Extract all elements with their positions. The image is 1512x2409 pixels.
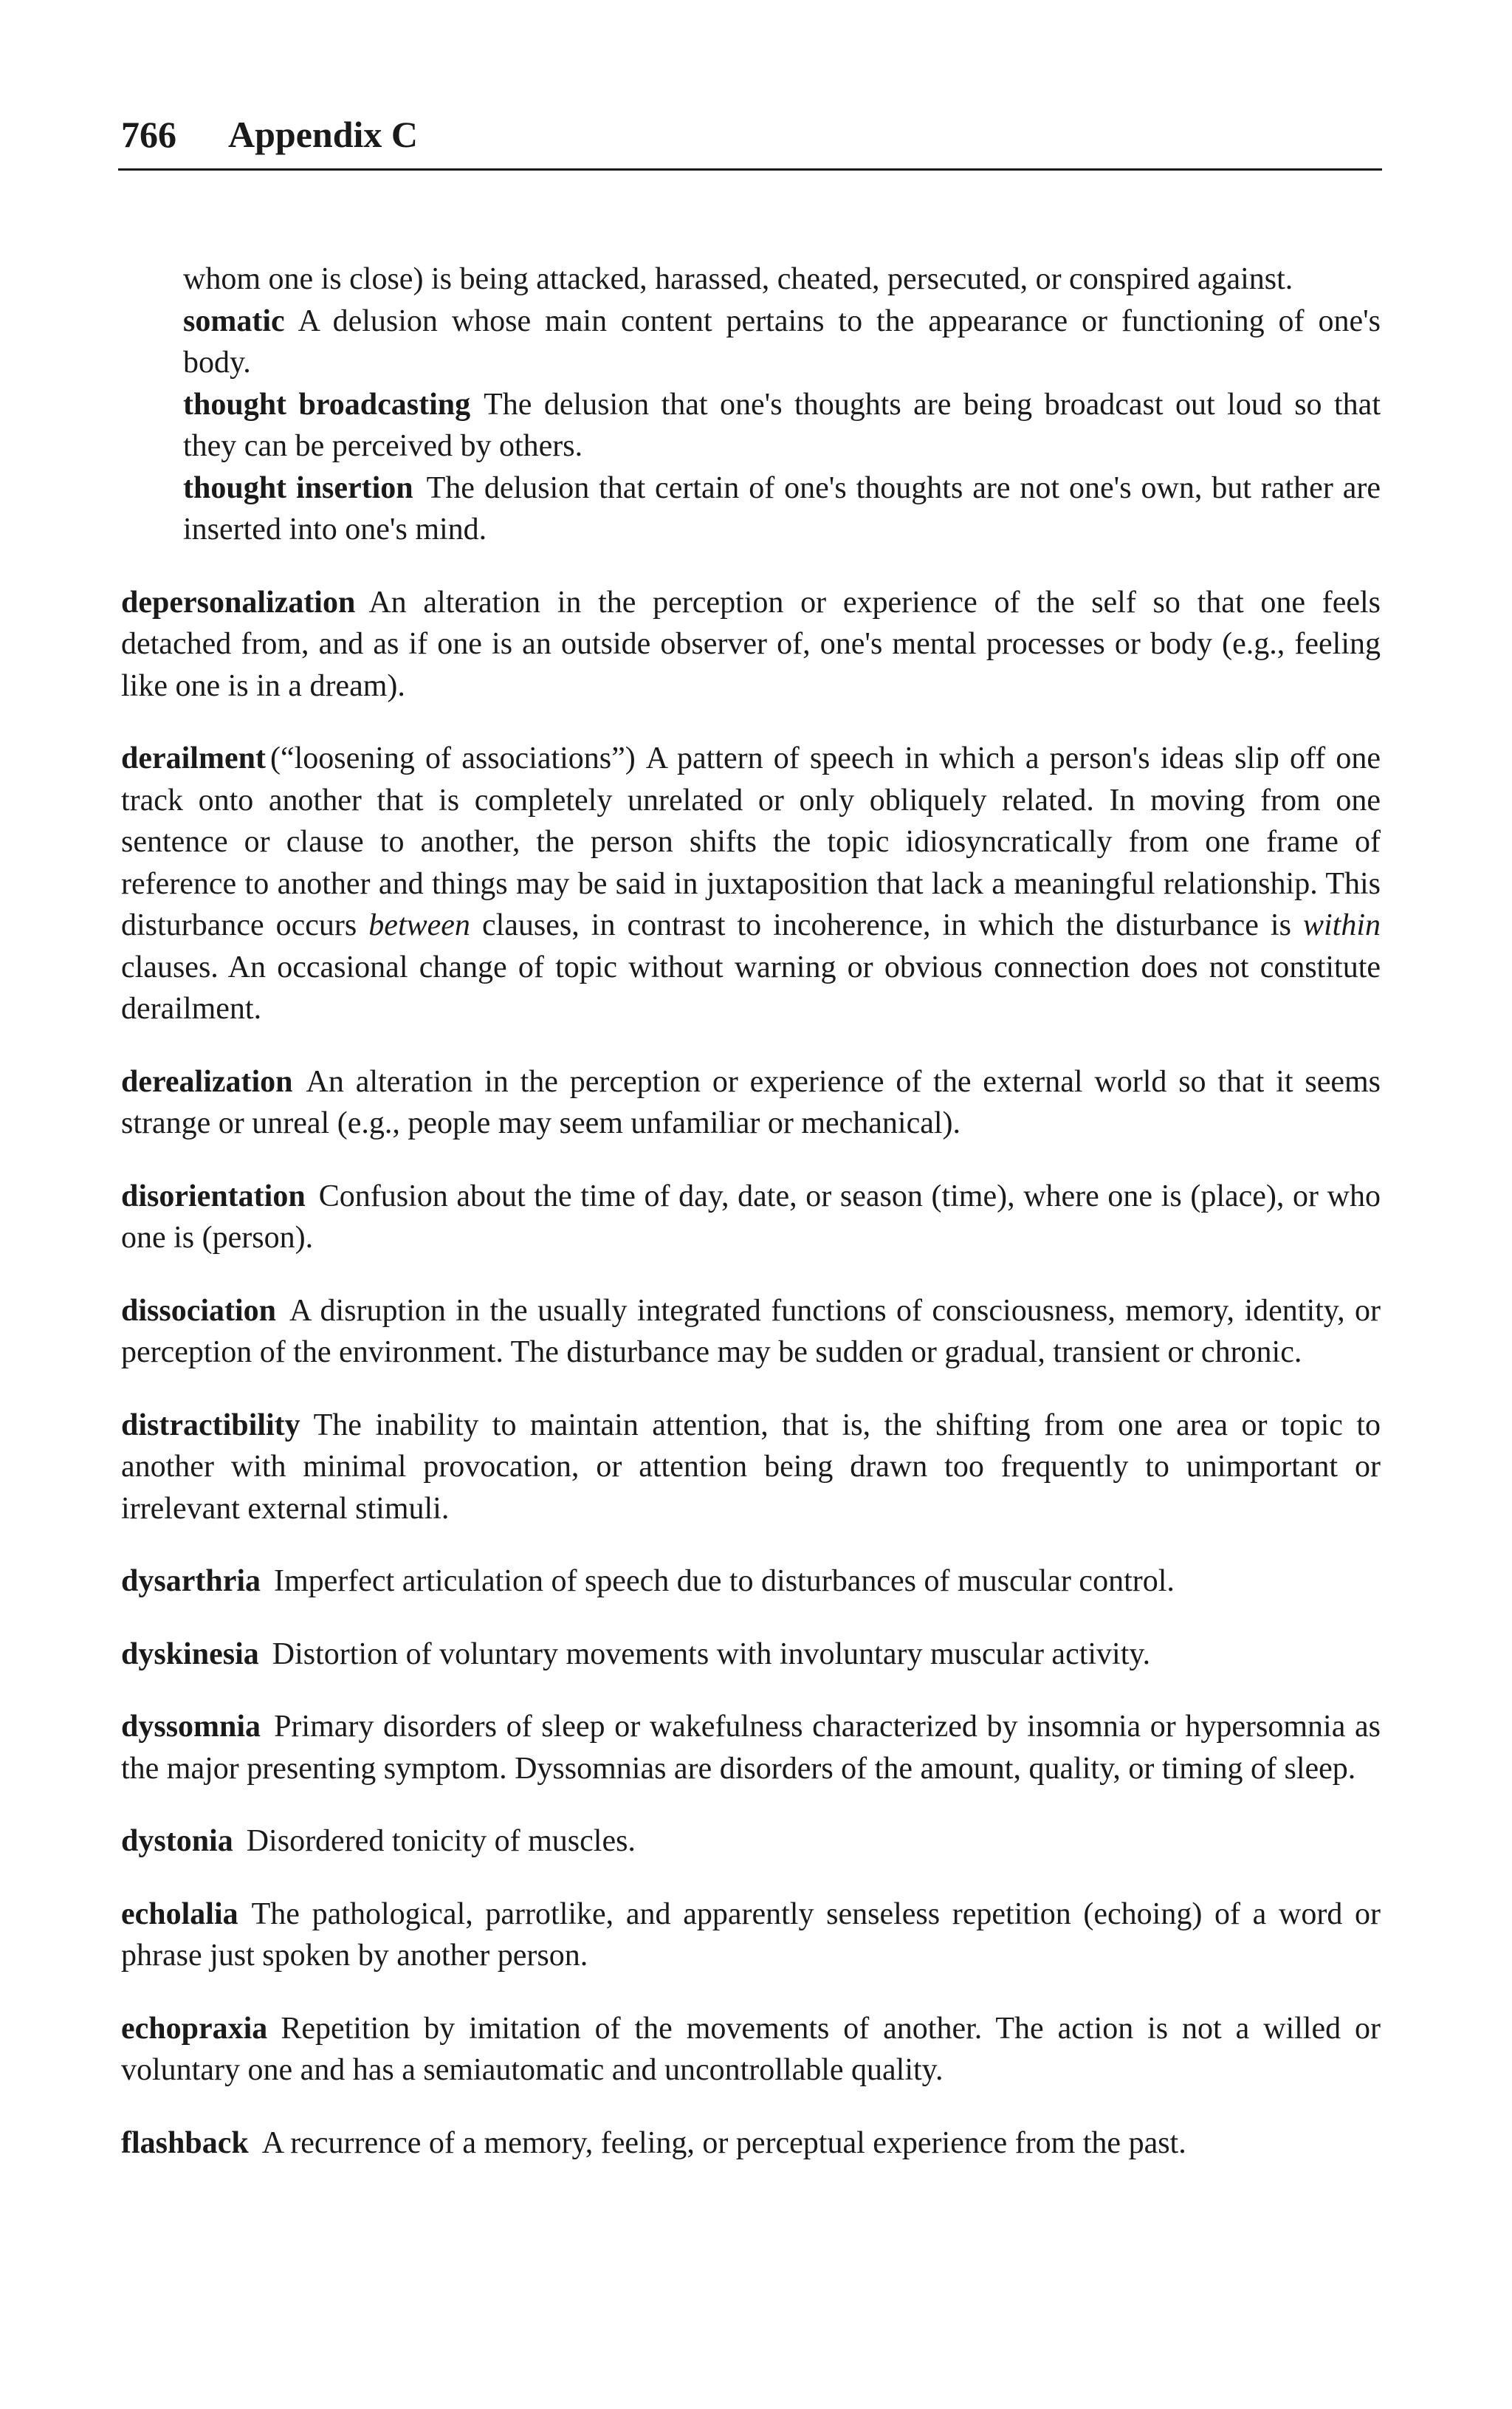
emphasis-text: between [368,908,470,942]
glossary-definition: Repetition by imitation of the movements of another. The action is not a willed or voluntary one and has a semiautomatic and uncontrollable quality. [121,2011,1381,2087]
glossary-term: distractibility [121,1408,300,1442]
header-rule [118,168,1382,171]
glossary-term: derealization [121,1064,293,1099]
glossary-entry-dissociation [121,1290,1381,1374]
glossary-entry-distractibility [121,1405,1381,1530]
glossary-entry-derailment [121,738,1381,1030]
glossary-definition: A delusion whose main content pertains to the appearance or functioning of one's body. [183,304,1381,380]
glossary-definition-part: A pattern of speech in which a person's ideas slip off one track onto another that is completely unrelated or only obliquely related. In moving from one sentence or clause to another, the person shifts the topic idiosyncratically from one frame of reference to another and things may be said in juxtaposition that lack a meaningful relationship. This disturbance occurs [121,741,1381,942]
glossary-subentry [183,467,1381,551]
glossary-definition: Confusion about the time of day, date, or season (time), where one is (place), or who one is (person). [121,1179,1381,1255]
glossary-term: somatic [183,304,285,338]
glossary-entry-echopraxia [121,2008,1381,2091]
glossary-entry-depersonalization [121,582,1381,707]
glossary-definition: A disruption in the usually integrated functions of consciousness, memory, identity, or perception of the environment. The disturbance may be sudden or gradual, transient or chronic. [121,1293,1381,1369]
glossary-entry-disorientation [121,1176,1381,1259]
glossary-term: dissociation [121,1293,277,1328]
glossary-entry-dyssomnia [121,1706,1381,1789]
glossary-subentry [183,384,1381,467]
glossary-definition: Imperfect articulation of speech due to disturbances of muscular control. [274,1564,1175,1598]
glossary-definition: Primary disorders of sleep or wakefulness characterized by insomnia or hypersomnia as the major presenting symptom. Dyssomnias are disorders of the amount, quality, or timing of sleep. [121,1710,1381,1786]
glossary-term: dystonia [121,1824,233,1858]
glossary-definition: An alteration in the perception or experience of the external world so that it seems strange or unreal (e.g., people may seem unfamiliar or mechanical). [121,1064,1381,1140]
glossary-definition: Disordered tonicity of muscles. [246,1824,636,1858]
emphasis-text: within [1303,908,1381,942]
glossary-term: echopraxia [121,2011,268,2046]
glossary-term: thought insertion [183,470,413,505]
glossary-definition: Distortion of voluntary movements with involuntary muscular activity. [272,1637,1151,1671]
running-header [121,111,1376,158]
glossary-term: thought broadcasting [183,387,471,422]
glossary-entry-dysarthria [121,1560,1381,1603]
glossary-definition: The delusion that one's thoughts are being broadcast out loud so that they can be perceived by others. [183,387,1381,463]
glossary-term: dyskinesia [121,1637,259,1671]
section-title: Appendix C [228,114,419,155]
glossary-definition: The pathological, parrotlike, and apparently senseless repetition (echoing) of a word or phrase just spoken by another person. [121,1896,1381,1973]
glossary-term: dysarthria [121,1564,261,1598]
glossary-definition-part: clauses. An occasional change of topic without warning or obvious connection does not constitute derailment. [121,950,1381,1026]
continuation-text: whom one is close) is being attacked, harassed, cheated, persecuted, or conspired against. [183,262,1293,296]
glossary-entry-flashback [121,2122,1381,2165]
glossary-definition: An alteration in the perception or experience of the self so that one feels detached from, and as if one is an outside observer of, one's mental processes or body (e.g., feeling like one is in a dream). [121,585,1381,703]
glossary-entry-dystonia [121,1820,1381,1863]
glossary-term: depersonalization [121,585,356,620]
glossary-parenthetical: (“loosening of associations”) [269,741,636,775]
glossary-term: flashback [121,2125,249,2160]
glossary-term: disorientation [121,1179,306,1213]
glossary-definition: The inability to maintain attention, that is, the shifting from one area or topic to another with minimal provocation, or attention being drawn too frequently to unimportant or irrelevant external stimuli. [121,1408,1381,1526]
glossary-entry-echolalia [121,1894,1381,1977]
glossary-definition-part: clauses, in contrast to incoherence, in which the disturbance is [481,908,1291,942]
glossary-term: derailment [121,741,266,775]
glossary-term: dyssomnia [121,1710,261,1744]
glossary-entry-derealization [121,1061,1381,1145]
page-number: 766 [121,114,176,155]
glossary-subentry [183,301,1381,384]
glossary-entry-dyskinesia [121,1634,1381,1676]
glossary-term: echolalia [121,1896,238,1931]
glossary-definition: A recurrence of a memory, feeling, or perceptual experience from the past. [261,2125,1186,2160]
glossary-definition: The delusion that certain of one's thoughts are not one's own, but rather are inserted into one's mind. [183,470,1381,546]
glossary-content [121,258,1381,2195]
